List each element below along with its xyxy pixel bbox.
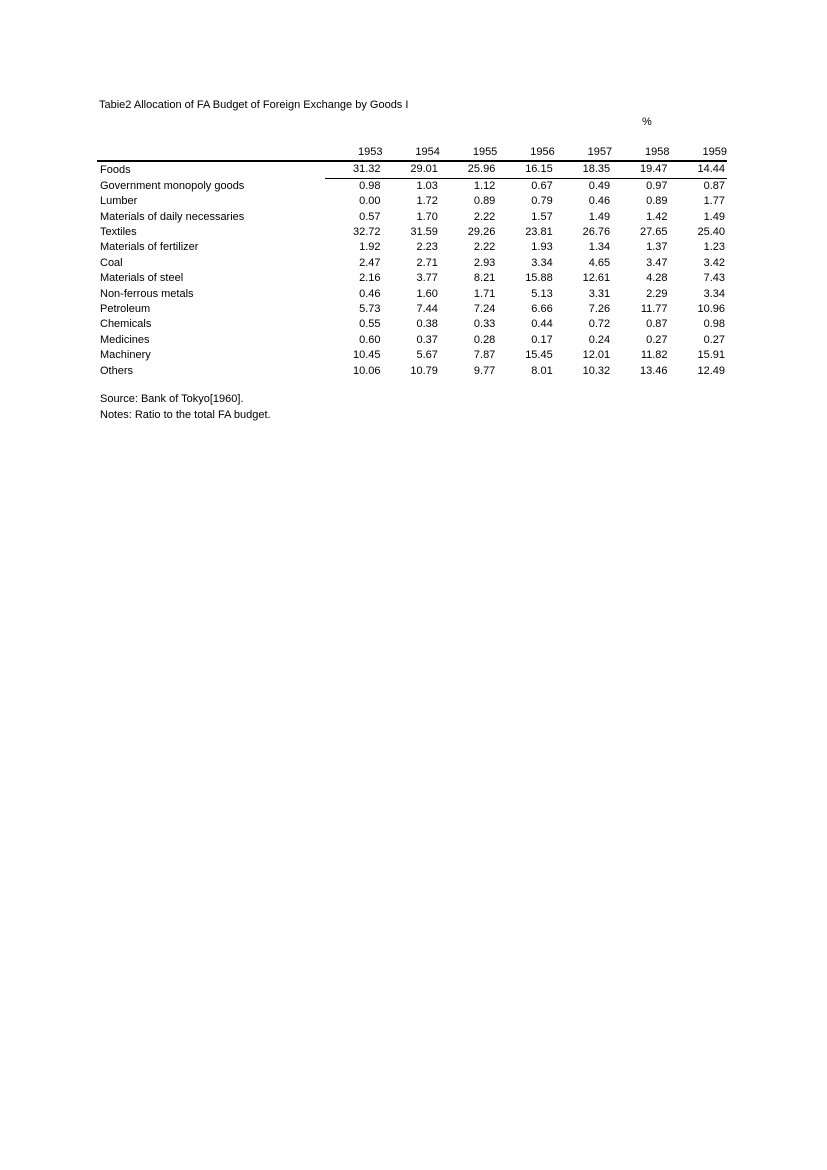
table-row bbox=[97, 161, 727, 178]
ratio-note: Notes: Ratio to the total FA budget. bbox=[100, 408, 271, 421]
value-cell: 12.49 bbox=[697, 364, 725, 377]
row-label: Textiles bbox=[100, 226, 137, 239]
value-cell: 6.66 bbox=[531, 303, 553, 316]
table-title: Tabie2 Allocation of FA Budget of Foreign Exchange by Goods I bbox=[99, 99, 409, 111]
value-cell: 3.77 bbox=[416, 272, 438, 285]
value-cell: 1.71 bbox=[473, 287, 496, 300]
year-header: 1957 bbox=[555, 145, 612, 161]
value-cell: 11.77 bbox=[640, 303, 668, 316]
table-row bbox=[97, 225, 727, 240]
value-cell: 0.89 bbox=[646, 195, 668, 208]
value-cell: 0.79 bbox=[531, 195, 553, 208]
value-cell: 3.42 bbox=[703, 256, 725, 269]
value-cell: 0.67 bbox=[531, 179, 553, 192]
value-cell: 13.46 bbox=[640, 364, 668, 377]
value-cell: 0.98 bbox=[359, 179, 381, 192]
value-cell: 2.47 bbox=[359, 256, 381, 269]
value-cell: 15.45 bbox=[525, 349, 553, 362]
value-cell: 5.73 bbox=[359, 303, 381, 316]
value-cell: 8.21 bbox=[473, 272, 496, 285]
value-cell: 0.28 bbox=[473, 333, 496, 346]
value-cell: 0.55 bbox=[359, 318, 381, 331]
row-label: Coal bbox=[100, 256, 123, 269]
value-cell: 12.01 bbox=[582, 349, 611, 362]
value-cell: 0.57 bbox=[359, 210, 381, 223]
value-cell: 0.72 bbox=[588, 318, 611, 331]
row-label: Materials of daily necessaries bbox=[100, 210, 245, 223]
header-row bbox=[97, 145, 727, 161]
value-cell: 1.34 bbox=[588, 241, 611, 254]
value-cell: 10.06 bbox=[352, 364, 381, 377]
value-cell: 15.88 bbox=[525, 272, 553, 285]
value-cell: 0.87 bbox=[703, 179, 725, 192]
value-cell: 27.65 bbox=[640, 226, 668, 239]
value-cell: 7.24 bbox=[473, 303, 496, 316]
table-row bbox=[97, 256, 727, 271]
value-cell: 16.15 bbox=[497, 161, 554, 178]
value-cell: 10.96 bbox=[697, 303, 725, 316]
value-cell: 0.60 bbox=[359, 333, 381, 346]
row-label: Lumber bbox=[100, 195, 138, 208]
year-header: 1953 bbox=[325, 145, 382, 161]
value-cell: 3.31 bbox=[588, 287, 611, 300]
table-row bbox=[97, 348, 727, 363]
value-cell: 25.96 bbox=[440, 161, 497, 178]
value-cell: 29.01 bbox=[383, 161, 440, 178]
value-cell: 1.77 bbox=[703, 195, 725, 208]
value-cell: 2.16 bbox=[359, 272, 381, 285]
value-cell: 7.44 bbox=[416, 303, 438, 316]
value-cell: 1.12 bbox=[473, 179, 496, 192]
notes-block bbox=[100, 392, 271, 423]
table-row bbox=[97, 271, 727, 286]
value-cell: 0.00 bbox=[359, 195, 381, 208]
value-cell: 10.79 bbox=[410, 364, 438, 377]
unit-label: % bbox=[642, 116, 652, 128]
value-cell: 1.72 bbox=[416, 195, 438, 208]
value-cell: 0.17 bbox=[531, 333, 553, 346]
value-cell: 7.43 bbox=[703, 272, 725, 285]
value-cell: 0.97 bbox=[646, 179, 668, 192]
table-body bbox=[97, 161, 727, 379]
value-cell: 0.38 bbox=[416, 318, 438, 331]
value-cell: 1.93 bbox=[531, 241, 553, 254]
table-header bbox=[97, 145, 727, 161]
row-label: Chemicals bbox=[100, 318, 152, 331]
source-note: Source: Bank of Tokyo[1960]. bbox=[100, 393, 244, 405]
value-cell: 0.87 bbox=[646, 318, 668, 331]
year-header: 1955 bbox=[440, 145, 497, 161]
value-cell: 8.01 bbox=[531, 364, 553, 377]
value-cell: 4.28 bbox=[646, 272, 668, 285]
value-cell: 0.33 bbox=[473, 318, 496, 331]
header-label-cell bbox=[97, 145, 325, 161]
row-label: Others bbox=[100, 364, 134, 377]
year-header: 1959 bbox=[670, 145, 727, 161]
value-cell: 10.45 bbox=[352, 349, 381, 362]
value-cell: 14.44 bbox=[670, 161, 727, 178]
allocation-table bbox=[97, 145, 727, 379]
value-cell: 1.37 bbox=[646, 241, 668, 254]
value-cell: 18.35 bbox=[555, 161, 612, 178]
value-cell: 2.23 bbox=[416, 241, 438, 254]
value-cell: 1.92 bbox=[359, 241, 381, 254]
value-cell: 3.34 bbox=[703, 287, 725, 300]
value-cell: 19.47 bbox=[612, 161, 669, 178]
value-cell: 5.13 bbox=[531, 287, 553, 300]
value-cell: 1.42 bbox=[646, 210, 668, 223]
value-cell: 3.34 bbox=[531, 256, 553, 269]
value-cell: 31.32 bbox=[325, 161, 382, 178]
row-label: Foods bbox=[100, 163, 131, 176]
value-cell: 2.71 bbox=[416, 256, 438, 269]
value-cell: 25.40 bbox=[697, 226, 725, 239]
year-header: 1958 bbox=[612, 145, 669, 161]
value-cell: 0.27 bbox=[703, 333, 725, 346]
table-row bbox=[97, 210, 727, 225]
row-label: Machinery bbox=[100, 349, 151, 362]
value-cell: 2.29 bbox=[646, 287, 668, 300]
row-label: Government monopoly goods bbox=[100, 179, 245, 192]
table-row bbox=[97, 364, 727, 379]
table-row bbox=[97, 333, 727, 348]
value-cell: 1.49 bbox=[588, 210, 611, 223]
value-cell: 0.98 bbox=[703, 318, 725, 331]
value-cell: 0.46 bbox=[359, 287, 381, 300]
value-cell: 7.87 bbox=[473, 349, 496, 362]
value-cell: 1.60 bbox=[416, 287, 438, 300]
value-cell: 1.03 bbox=[416, 179, 438, 192]
value-cell: 10.32 bbox=[582, 364, 611, 377]
year-header: 1954 bbox=[383, 145, 440, 161]
value-cell: 2.93 bbox=[473, 256, 496, 269]
table-row bbox=[97, 287, 727, 302]
value-cell: 29.26 bbox=[467, 226, 496, 239]
row-label: Medicines bbox=[100, 333, 150, 346]
value-cell: 0.89 bbox=[473, 195, 496, 208]
table-row bbox=[97, 194, 727, 209]
value-cell: 1.23 bbox=[703, 241, 725, 254]
value-cell: 1.49 bbox=[703, 210, 725, 223]
table-row bbox=[97, 240, 727, 255]
value-cell: 0.49 bbox=[588, 179, 611, 192]
row-label: Materials of steel bbox=[100, 272, 184, 285]
value-cell: 5.67 bbox=[416, 349, 438, 362]
value-cell: 32.72 bbox=[352, 226, 381, 239]
year-header: 1956 bbox=[497, 145, 554, 161]
value-cell: 7.26 bbox=[588, 303, 611, 316]
table-row bbox=[97, 178, 727, 194]
value-cell: 2.22 bbox=[473, 241, 496, 254]
value-cell: 31.59 bbox=[410, 226, 438, 239]
row-label: Materials of fertilizer bbox=[100, 241, 199, 254]
value-cell: 0.24 bbox=[588, 333, 611, 346]
value-cell: 1.70 bbox=[416, 210, 438, 223]
value-cell: 4.65 bbox=[588, 256, 611, 269]
value-cell: 12.61 bbox=[582, 272, 611, 285]
value-cell: 9.77 bbox=[473, 364, 496, 377]
value-cell: 11.82 bbox=[640, 349, 668, 362]
value-cell: 0.44 bbox=[531, 318, 553, 331]
row-label: Non-ferrous metals bbox=[100, 287, 194, 300]
table-row bbox=[97, 317, 727, 332]
value-cell: 2.22 bbox=[473, 210, 496, 223]
value-cell: 15.91 bbox=[697, 349, 725, 362]
value-cell: 0.46 bbox=[588, 195, 611, 208]
value-cell: 1.57 bbox=[531, 210, 553, 223]
value-cell: 26.76 bbox=[582, 226, 611, 239]
value-cell: 0.37 bbox=[416, 333, 438, 346]
row-label: Petroleum bbox=[100, 303, 151, 316]
table-row bbox=[97, 302, 727, 317]
value-cell: 0.27 bbox=[646, 333, 668, 346]
value-cell: 3.47 bbox=[646, 256, 668, 269]
value-cell: 23.81 bbox=[525, 226, 553, 239]
